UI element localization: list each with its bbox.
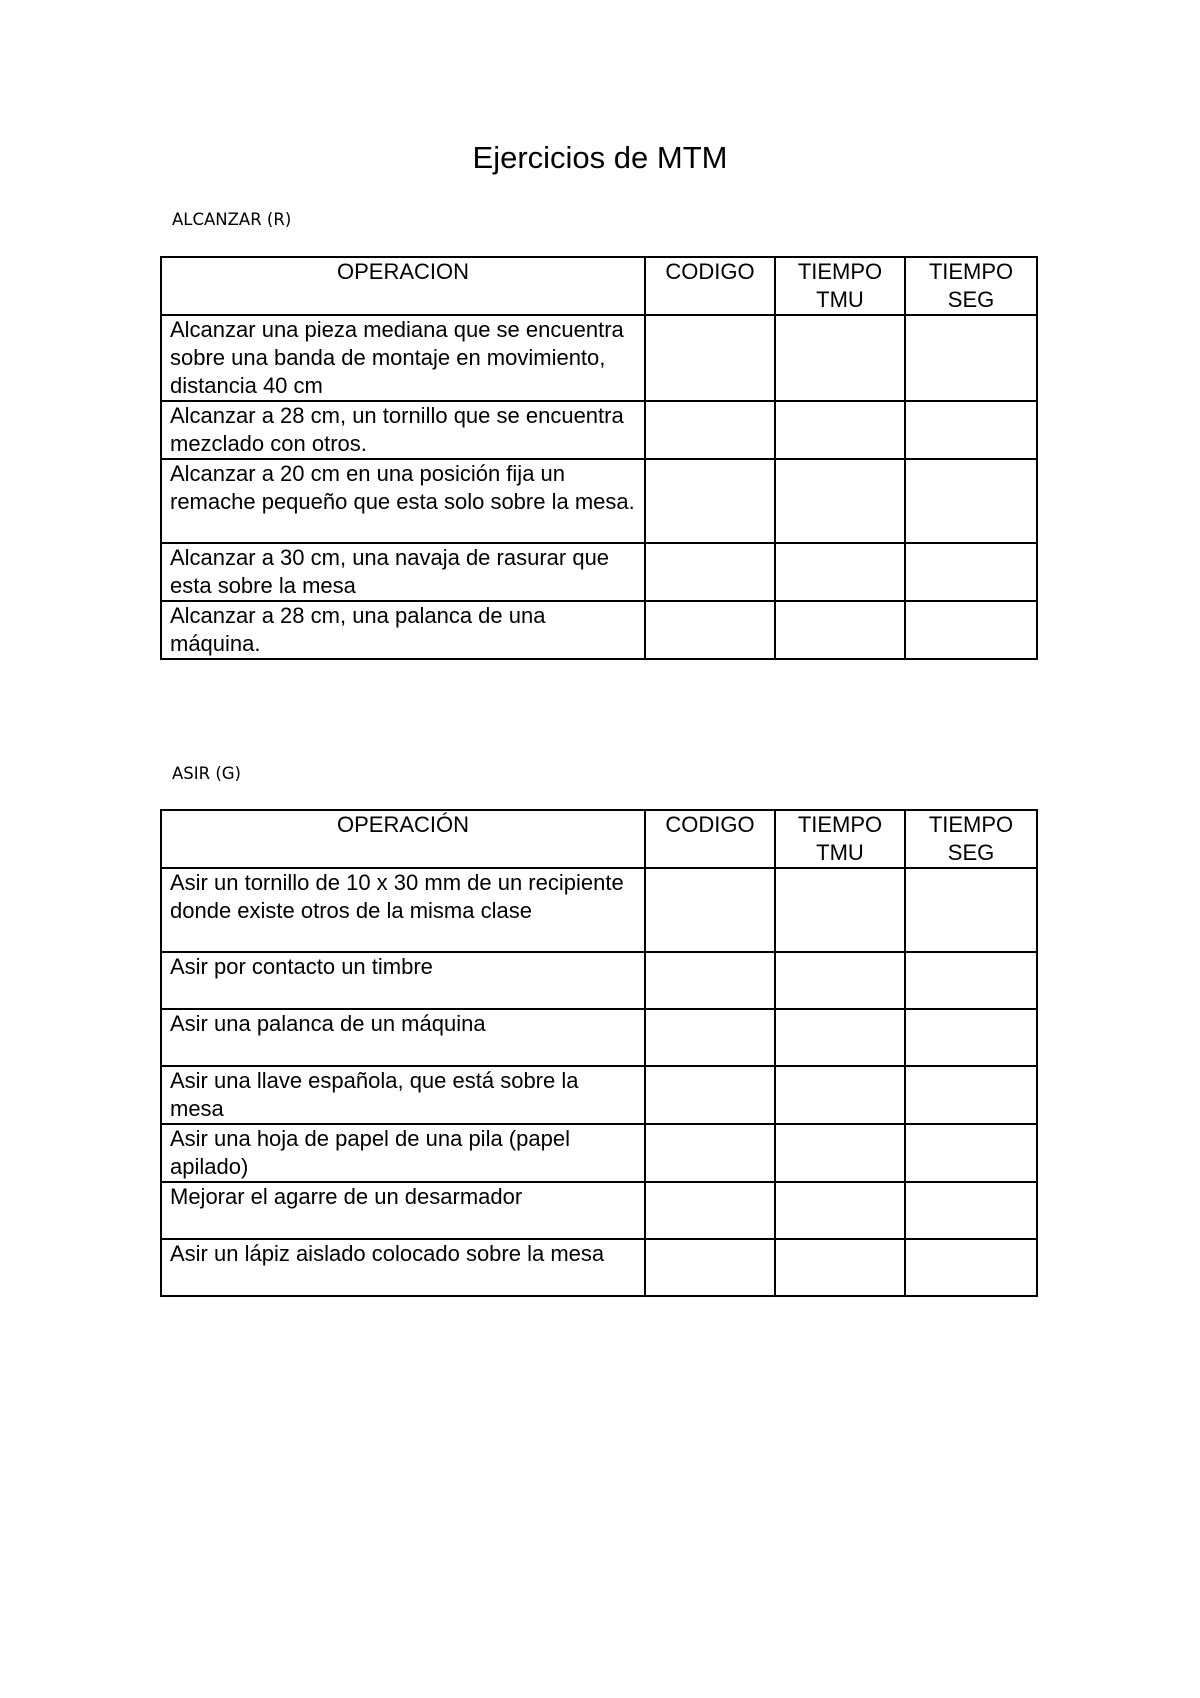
- seg-cell[interactable]: [905, 1066, 1037, 1124]
- table-row: [161, 543, 1037, 601]
- table-row: [161, 601, 1037, 659]
- operation-cell: Asir una hoja de papel de una pila (papel apilado): [161, 1124, 645, 1182]
- header-tiempo-seg: TIEMPO SEG: [905, 257, 1037, 315]
- header-tiempo-tmu: TIEMPO TMU: [775, 257, 905, 315]
- tmu-cell[interactable]: [775, 868, 905, 952]
- code-cell[interactable]: [645, 401, 775, 459]
- operation-cell: Mejorar el agarre de un desarmador: [161, 1182, 645, 1239]
- operation-cell: Asir un lápiz aislado colocado sobre la mesa: [161, 1239, 645, 1296]
- seg-cell[interactable]: [905, 1182, 1037, 1239]
- operation-cell: Alcanzar a 30 cm, una navaja de rasurar que esta sobre la mesa: [161, 543, 645, 601]
- tmu-cell[interactable]: [775, 601, 905, 659]
- tmu-cell[interactable]: [775, 1124, 905, 1182]
- code-cell[interactable]: [645, 1182, 775, 1239]
- header-operacion: OPERACION: [161, 257, 645, 315]
- code-cell[interactable]: [645, 1009, 775, 1066]
- tmu-cell[interactable]: [775, 543, 905, 601]
- operation-cell: Asir una llave española, que está sobre la mesa: [161, 1066, 645, 1124]
- seg-cell[interactable]: [905, 1009, 1037, 1066]
- operation-cell: Alcanzar a 28 cm, un tornillo que se encuentra mezclado con otros.: [161, 401, 645, 459]
- section-label-asir: ASIR (G): [172, 764, 241, 783]
- code-cell[interactable]: [645, 1066, 775, 1124]
- table-header-row: [161, 257, 1037, 315]
- header-codigo: CODIGO: [645, 810, 775, 868]
- table-row: [161, 1124, 1037, 1182]
- seg-cell[interactable]: [905, 401, 1037, 459]
- tmu-cell[interactable]: [775, 1009, 905, 1066]
- seg-cell[interactable]: [905, 1239, 1037, 1296]
- table-row: [161, 1009, 1037, 1066]
- code-cell[interactable]: [645, 315, 775, 401]
- table-row: [161, 952, 1037, 1009]
- tmu-cell[interactable]: [775, 401, 905, 459]
- section-label-alcanzar: ALCANZAR (R): [172, 210, 292, 229]
- table-row: [161, 1182, 1037, 1239]
- code-cell[interactable]: [645, 1239, 775, 1296]
- tmu-cell[interactable]: [775, 1239, 905, 1296]
- seg-cell[interactable]: [905, 1124, 1037, 1182]
- table-header-row: [161, 810, 1037, 868]
- operation-cell: Asir un tornillo de 10 x 30 mm de un recipiente donde existe otros de la misma clase: [161, 868, 645, 952]
- table-row: [161, 315, 1037, 401]
- seg-cell[interactable]: [905, 315, 1037, 401]
- page-title: Ejercicios de MTM: [472, 140, 728, 175]
- asir-table: [160, 809, 1038, 1297]
- operation-cell: Asir por contacto un timbre: [161, 952, 645, 1009]
- code-cell[interactable]: [645, 868, 775, 952]
- code-cell[interactable]: [645, 601, 775, 659]
- header-codigo: CODIGO: [645, 257, 775, 315]
- table-row: [161, 459, 1037, 543]
- table-row: [161, 1239, 1037, 1296]
- code-cell[interactable]: [645, 459, 775, 543]
- seg-cell[interactable]: [905, 952, 1037, 1009]
- operation-cell: Alcanzar a 20 cm en una posición fija un remache pequeño que esta solo sobre la mesa.: [161, 459, 645, 543]
- header-tiempo-tmu: TIEMPO TMU: [775, 810, 905, 868]
- tmu-cell[interactable]: [775, 459, 905, 543]
- seg-cell[interactable]: [905, 868, 1037, 952]
- operation-cell: Alcanzar una pieza mediana que se encuentra sobre una banda de montaje en movimiento, distancia 40 cm: [161, 315, 645, 401]
- operation-cell: Alcanzar a 28 cm, una palanca de una máquina.: [161, 601, 645, 659]
- tmu-cell[interactable]: [775, 1066, 905, 1124]
- code-cell[interactable]: [645, 952, 775, 1009]
- header-tiempo-seg: TIEMPO SEG: [905, 810, 1037, 868]
- table-row: [161, 868, 1037, 952]
- seg-cell[interactable]: [905, 543, 1037, 601]
- header-operacion: OPERACIÓN: [161, 810, 645, 868]
- seg-cell[interactable]: [905, 459, 1037, 543]
- code-cell[interactable]: [645, 543, 775, 601]
- code-cell[interactable]: [645, 1124, 775, 1182]
- table-row: [161, 1066, 1037, 1124]
- alcanzar-table: [160, 256, 1038, 660]
- tmu-cell[interactable]: [775, 952, 905, 1009]
- table-row: [161, 401, 1037, 459]
- seg-cell[interactable]: [905, 601, 1037, 659]
- tmu-cell[interactable]: [775, 1182, 905, 1239]
- tmu-cell[interactable]: [775, 315, 905, 401]
- operation-cell: Asir una palanca de un máquina: [161, 1009, 645, 1066]
